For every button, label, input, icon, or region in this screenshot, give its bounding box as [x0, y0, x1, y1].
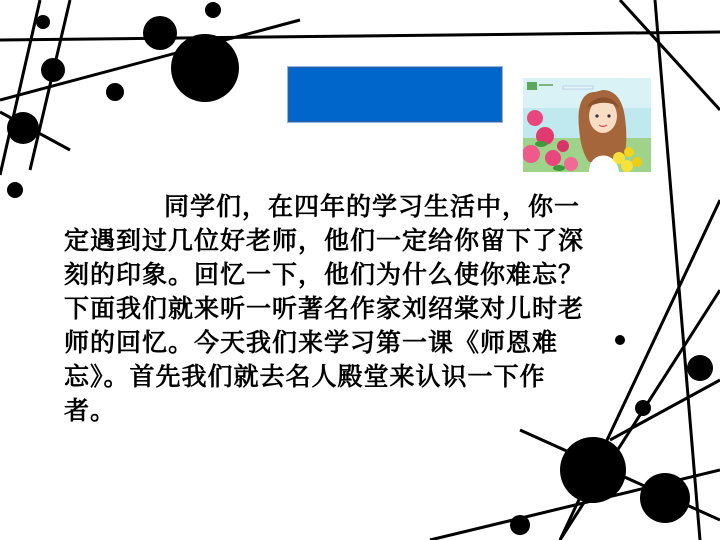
- flower-icon: [621, 160, 633, 172]
- decor-dot: [143, 16, 177, 50]
- decor-dot: [7, 182, 23, 198]
- rose-icon: [527, 110, 543, 126]
- decor-line: [610, 380, 720, 440]
- decor-dot: [560, 437, 626, 503]
- decor-dot: [510, 515, 530, 535]
- intro-paragraph: 同学们，在四年的学习生活中，你一定遇到过几位好老师，他们一定给你留下了深刻的印象。回忆一下，他们为什么使你难忘？下面我们就来听一听著名作家刘绍棠对儿时老师的回忆。今天我们来学习第一课《师恩难忘》。首先我们就去名人殿堂来认识一下作者。: [64, 192, 585, 425]
- decor-dot: [687, 355, 713, 381]
- rose-icon: [557, 140, 569, 152]
- rose-icon: [545, 150, 561, 166]
- decor-dot: [615, 335, 625, 345]
- title-box: [287, 66, 503, 123]
- decor-dot: [106, 83, 124, 101]
- flower-icon: [632, 157, 642, 167]
- decor-dot: [7, 112, 39, 144]
- decor-dot: [635, 400, 651, 416]
- teacher-illustration: [523, 78, 651, 172]
- flower-icon: [624, 147, 634, 157]
- decor-dot: [640, 473, 690, 523]
- decor-dot: [41, 58, 65, 82]
- decor-dot: [171, 34, 239, 102]
- decor-dot: [36, 15, 50, 29]
- decor-line: [0, 32, 720, 40]
- decor-line: [30, 0, 70, 170]
- decor-dot: [205, 2, 221, 18]
- rose-icon: [564, 157, 578, 171]
